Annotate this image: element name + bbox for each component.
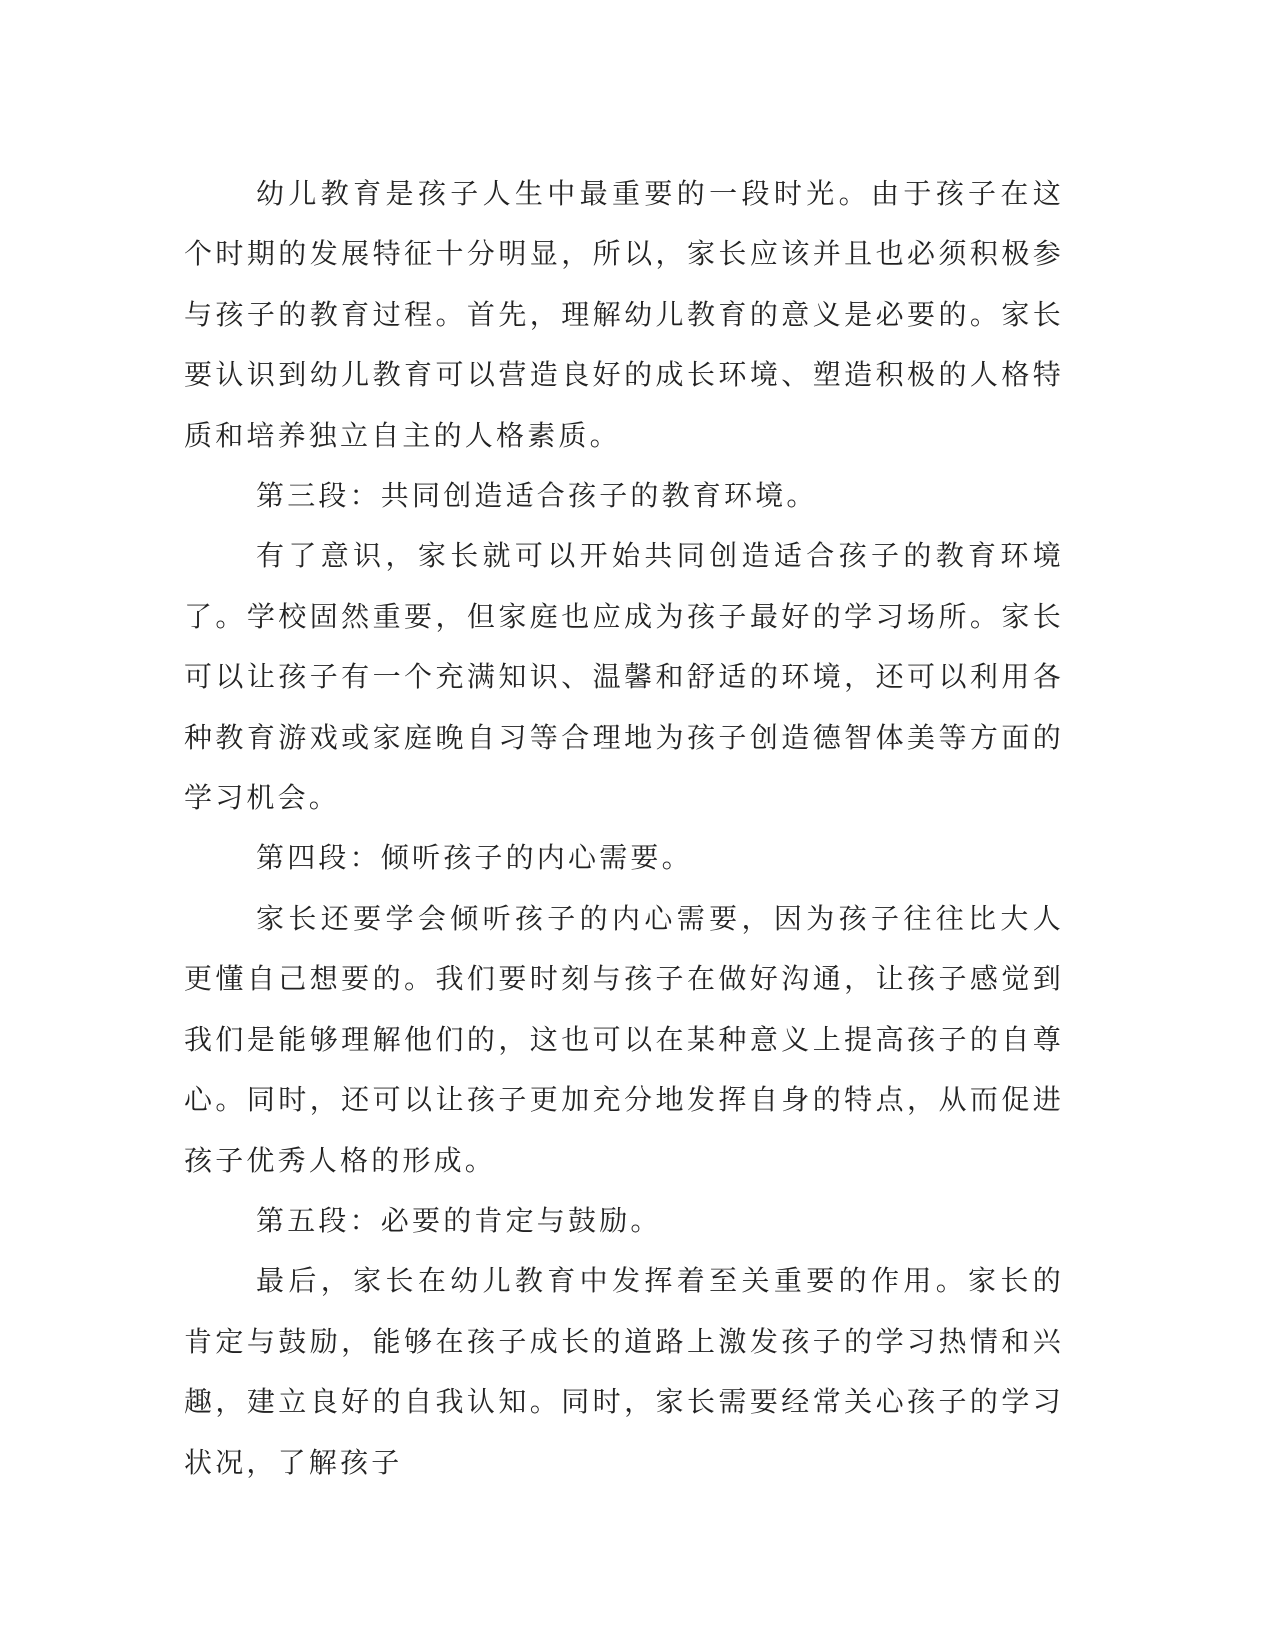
paragraph-section-5: 最后，家长在幼儿教育中发挥着至关重要的作用。家长的肯定与鼓励，能够在孩子成长的道路上激发孩子的学习热情和兴趣，建立良好的自我认知。同时，家长需要经常关心孩子的学习状况，了解孩子 bbox=[184, 1264, 1064, 1479]
paragraph-intro: 幼儿教育是孩子人生中最重要的一段时光。由于孩子在这个时期的发展特征十分明显，所以，家长应该并且也必须积极参与孩子的教育过程。首先，理解幼儿教育的意义是必要的。家长要认识到幼儿教育可以营造良好的成长环境、塑造积极的人格特质和培养独立自主的人格素质。 bbox=[184, 177, 1064, 452]
document-body bbox=[184, 164, 1064, 1493]
paragraph-section-4: 家长还要学会倾听孩子的内心需要，因为孩子往往比大人更懂自己想要的。我们要时刻与孩子在做好沟通，让孩子感觉到我们是能够理解他们的，这也可以在某种意义上提高孩子的自尊心。同时，还可以让孩子更加充分地发挥自身的特点，从而促进孩子优秀人格的形成。 bbox=[184, 901, 1064, 1177]
section-heading-5: 第五段：必要的肯定与鼓励。 bbox=[256, 1203, 662, 1237]
paragraph-section-3: 有了意识，家长就可以开始共同创造适合孩子的教育环境了。学校固然重要，但家庭也应成为孩子最好的学习场所。家长可以让孩子有一个充满知识、温馨和舒适的环境，还可以利用各种教育游戏或家庭晚自习等合理地为孩子创造德智体美等方面的学习机会。 bbox=[184, 539, 1064, 815]
section-heading-3: 第三段：共同创造适合孩子的教育环境。 bbox=[256, 479, 818, 513]
section-heading-4: 第四段：倾听孩子的内心需要。 bbox=[256, 841, 693, 875]
